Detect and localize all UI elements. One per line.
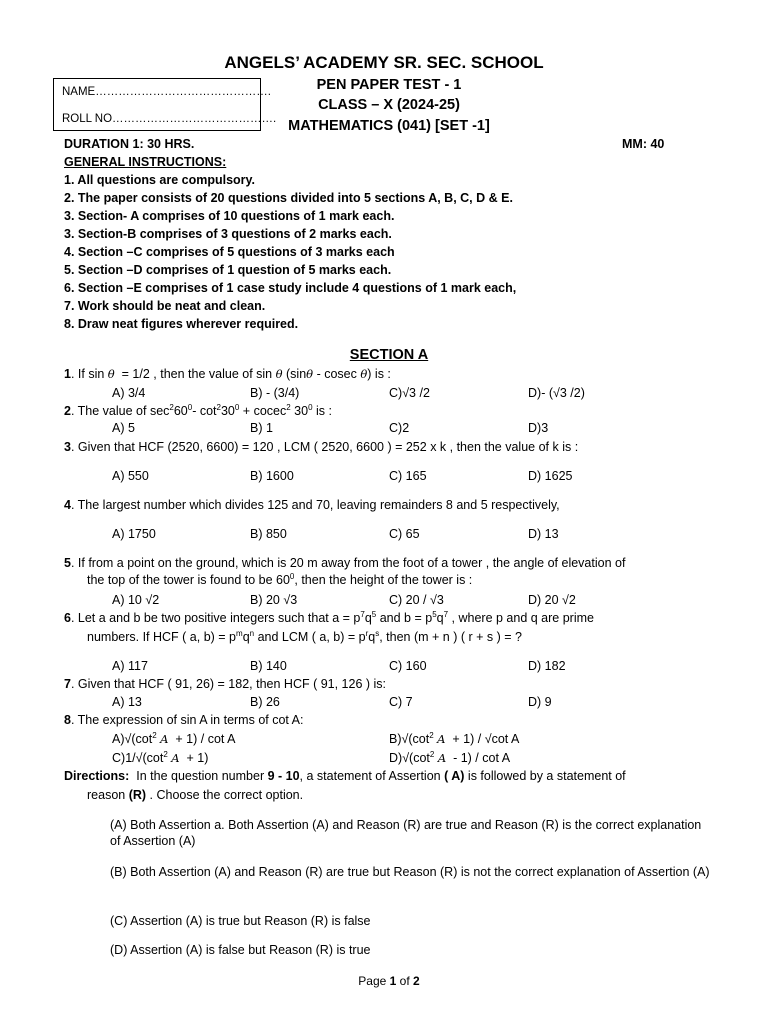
option-c: C)√3 /2	[389, 386, 430, 400]
option-a: A) 117	[112, 659, 148, 673]
question-3: 3. Given that HCF (2520, 6600) = 120 , LCM ( 2520, 6600 ) = 252 x k , then the value of k is :	[64, 440, 579, 454]
question-3-options	[112, 469, 712, 485]
assertion-option-b: (B) Both Assertion (A) and Reason (R) are true but Reason (R) is not the correct explanation of Assertion (A)	[110, 865, 710, 879]
option-c: C) 7	[389, 695, 413, 709]
question-6-options	[112, 659, 712, 675]
option-a: A) 10 √2	[112, 593, 160, 607]
option-a: A) 3/4	[112, 386, 146, 400]
option-b: B) 1600	[250, 469, 294, 483]
option-a: A) 5	[112, 421, 135, 435]
question-5-continued: the top of the tower is found to be $60^0$, then the height of the tower is :	[87, 571, 473, 587]
option-c: C) 165	[389, 469, 427, 483]
option-c: $C)1/√(\cot^2$ A + 1)	[112, 749, 209, 765]
duration: DURATION 1: 30 HRS.	[64, 137, 195, 151]
class-title: CLASS – X (2024-25)	[318, 97, 460, 113]
instruction-item: 8. Draw neat figures wherever required.	[64, 317, 299, 331]
option-b: B) 1	[250, 421, 273, 435]
directions-continued: reason (R) . Choose the correct option.	[87, 788, 304, 802]
option-b: B) 850	[250, 527, 287, 541]
test-title: PEN PAPER TEST - 1	[316, 77, 462, 93]
instruction-item: 2. The paper consists of 20 questions divided into 5 sections A, B, C, D & E.	[64, 191, 513, 205]
instruction-item: 3. Section-B comprises of 3 questions of 2 marks each.	[64, 227, 392, 241]
question-7: 7. Given that HCF ( 91, 26) = 182, then HCF ( 91, 126 ) is:	[64, 677, 387, 691]
assertion-option-a: (A) Both Assertion a. Both Assertion (A) and Reason (R) are true and Reason (R) is the correct explanation of Assertion (A)	[110, 818, 702, 848]
question-1: 1. If sin θ = 1/2 , then the value of sin θ (sinθ - cosec θ) is :	[64, 367, 391, 381]
option-b: B) 140	[250, 659, 287, 673]
option-a: A) 550	[112, 469, 149, 483]
option-d: D) 182	[528, 659, 566, 673]
option-b: B) 20 √3	[250, 593, 298, 607]
instruction-item: 4. Section –C comprises of 5 questions of 3 marks each	[64, 245, 395, 259]
option-d: $D)√(\cot^2$ A - 1) / cot A	[389, 749, 511, 765]
option-d: D) 20 √2	[528, 593, 576, 607]
question-8-options-row-2	[112, 751, 712, 767]
option-c: C) 160	[389, 659, 427, 673]
option-d: D)3	[528, 421, 549, 435]
assertion-option-d: (D) Assertion (A) is false but Reason (R) is true	[110, 943, 371, 957]
instruction-item: 5. Section –D comprises of 1 question of 5 marks each.	[64, 263, 392, 277]
instruction-item: 3. Section- A comprises of 10 questions of 1 mark each.	[64, 209, 395, 223]
option-d: D) 9	[528, 695, 552, 709]
option-b: B) - (3/4)	[250, 386, 300, 400]
roll-no-field: ROLL NO…………………………………….	[62, 113, 277, 125]
question-7-options	[112, 695, 712, 711]
option-a: A) 13	[112, 695, 142, 709]
subject-title: MATHEMATICS (041) [SET -1]	[288, 118, 490, 134]
school-name: ANGELS’ ACADEMY SR. SEC. SCHOOL	[224, 53, 544, 72]
question-4: 4. The largest number which divides 125 and 70, leaving remainders 8 and 5 respectively,	[64, 498, 560, 512]
page-footer: Page 1 of 2	[358, 974, 420, 988]
assertion-option-c: (C) Assertion (A) is true but Reason (R) is false	[110, 914, 371, 928]
option-d: D)- (√3 /2)	[528, 386, 585, 400]
option-c: C)2	[389, 421, 410, 435]
max-marks: MM: 40	[622, 137, 665, 151]
question-6: 6. Let a and b be two positive integers such that $a = p^7q^5$ and $b = p^5q^7$ , where p and q are prime	[64, 609, 594, 625]
option-c: C) 20 / √3	[389, 593, 444, 607]
student-details-box	[53, 78, 277, 131]
question-5: 5. If from a point on the ground, which is 20 m away from the foot of a tower , the angle of elevation of	[64, 556, 626, 570]
instruction-item: 7. Work should be neat and clean.	[64, 299, 266, 313]
option-d: D) 1625	[528, 469, 573, 483]
directions: Directions: In the question number 9 - 10, a statement of Assertion ( A) is followed by a statement of	[64, 769, 626, 783]
question-8: 8. The expression of sin A in terms of cot A:	[64, 713, 304, 727]
instructions-title: GENERAL INSTRUCTIONS:	[64, 155, 227, 169]
question-5-options	[112, 593, 712, 609]
option-b: B) 26	[250, 695, 280, 709]
instruction-item: 6. Section –E comprises of 1 case study include 4 questions of 1 mark each,	[64, 281, 517, 295]
name-field: NAME……………………………………….	[62, 86, 271, 98]
option-b: $B)√(\cot^2$ A + 1) / √cot A	[389, 730, 520, 746]
section-a-title: SECTION A	[349, 347, 429, 363]
question-2: 2. The value of $\sec^260^0-$ $\cot^230^0$ + cocec$^2$ $30^0$ is :	[64, 402, 332, 418]
question-8-options-row-1	[112, 732, 712, 748]
question-4-options	[112, 527, 712, 543]
option-c: C) 65	[389, 527, 420, 541]
question-1-options	[112, 386, 712, 402]
option-a: A) 1750	[112, 527, 156, 541]
instruction-item: 1. All questions are compulsory.	[64, 173, 256, 187]
question-6-continued: numbers. If HCF ( a, $b) = p^mq^n$ and LCM ( a, $b) = p^rq^s$, then (m + n ) ( r + s ) = ?	[87, 628, 522, 644]
option-a: $A)√(\cot^2$ A + 1) / cot A	[112, 730, 236, 746]
option-d: D) 13	[528, 527, 559, 541]
question-2-options	[112, 421, 712, 437]
